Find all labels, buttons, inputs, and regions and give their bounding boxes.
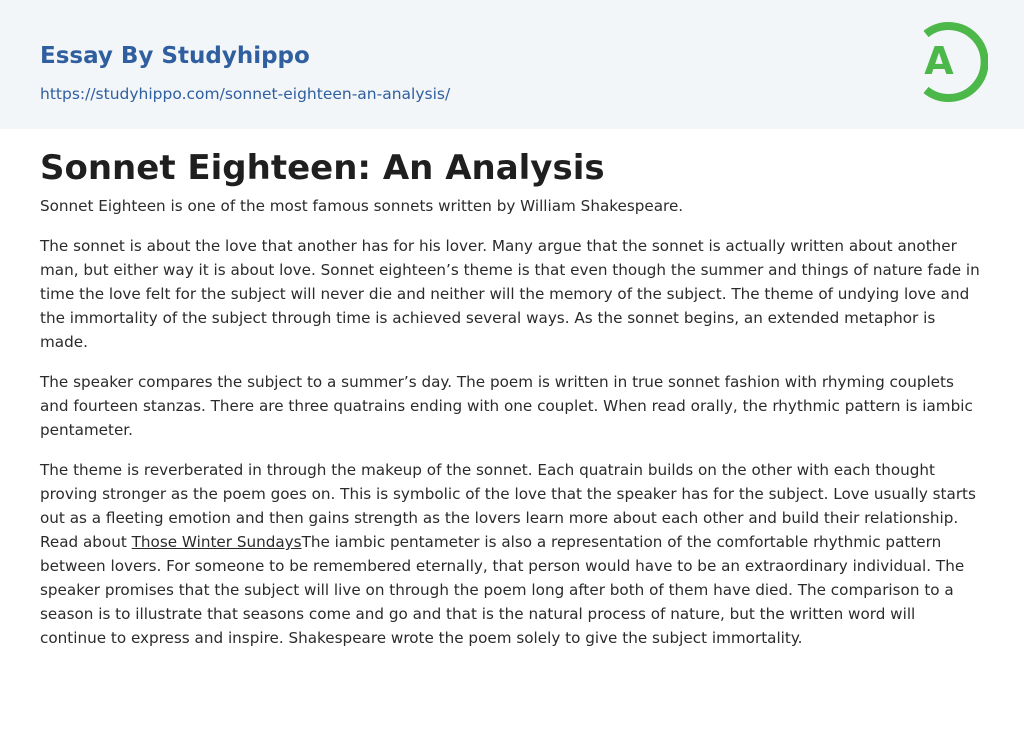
paragraph-meaning — [40, 458, 984, 650]
studyhippo-logo-icon[interactable] — [912, 18, 988, 106]
logo-letter: A — [924, 39, 954, 83]
essay-url-link[interactable]: https://studyhippo.com/sonnet-eighteen-an-analysis/ — [40, 85, 451, 103]
paragraph-intro: Sonnet Eighteen is one of the most famous sonnets written by William Shakespeare. — [40, 197, 684, 215]
paragraph-structure: The speaker compares the subject to a summer’s day. The poem is written in true sonnet fashion with rhyming couplets and fourteen stanzas. There are three quatrains ending with one couplet. When read orally, the rhythmic pattern is iambic pentameter. — [40, 373, 973, 439]
paragraph-meaning-after-link: The iambic pentameter is also a representation of the comfortable rhythmic pattern between lovers. For someone to be remembered eternally, that person would have to be an extraordinary individual. The speaker promises that the subject will live on through the poem long after both of them have died. The comparison to a season is to illustrate that seasons come and go and that is the natural process of nature, but the written word will continue to express and inspire. Shakespeare wrote the poem solely to give the subject immortality. — [40, 533, 965, 647]
paragraph-theme: The sonnet is about the love that another has for his lover. Many argue that the sonnet is actually written about another man, but either way it is about love. Sonnet eighteen’s theme is that even though the summer and things of nature fade in time the love felt for the subject will never die and neither will the memory of the subject. The theme of undying love and the immortality of the subject through time is achieved several ways. As the sonnet begins, an extended metaphor is made. — [40, 237, 980, 351]
related-essay-link[interactable]: Those Winter Sundays — [131, 533, 302, 551]
paragraph-meaning-before-link: The theme is reverberated in through the makeup of the sonnet. Each quatrain builds on the other with each thought proving stronger as the poem goes on. This is symbolic of the love that the speaker has for the subject. Love usually starts out as a fleeting emotion and then gains strength as the lovers learn more about each other and build their relationship. Read about — [40, 461, 976, 551]
article-title: Sonnet Eighteen: An Analysis — [40, 148, 605, 188]
article-body — [40, 144, 984, 666]
site-brand[interactable]: Essay By Studyhippo — [40, 43, 310, 69]
page-header — [0, 0, 1024, 129]
